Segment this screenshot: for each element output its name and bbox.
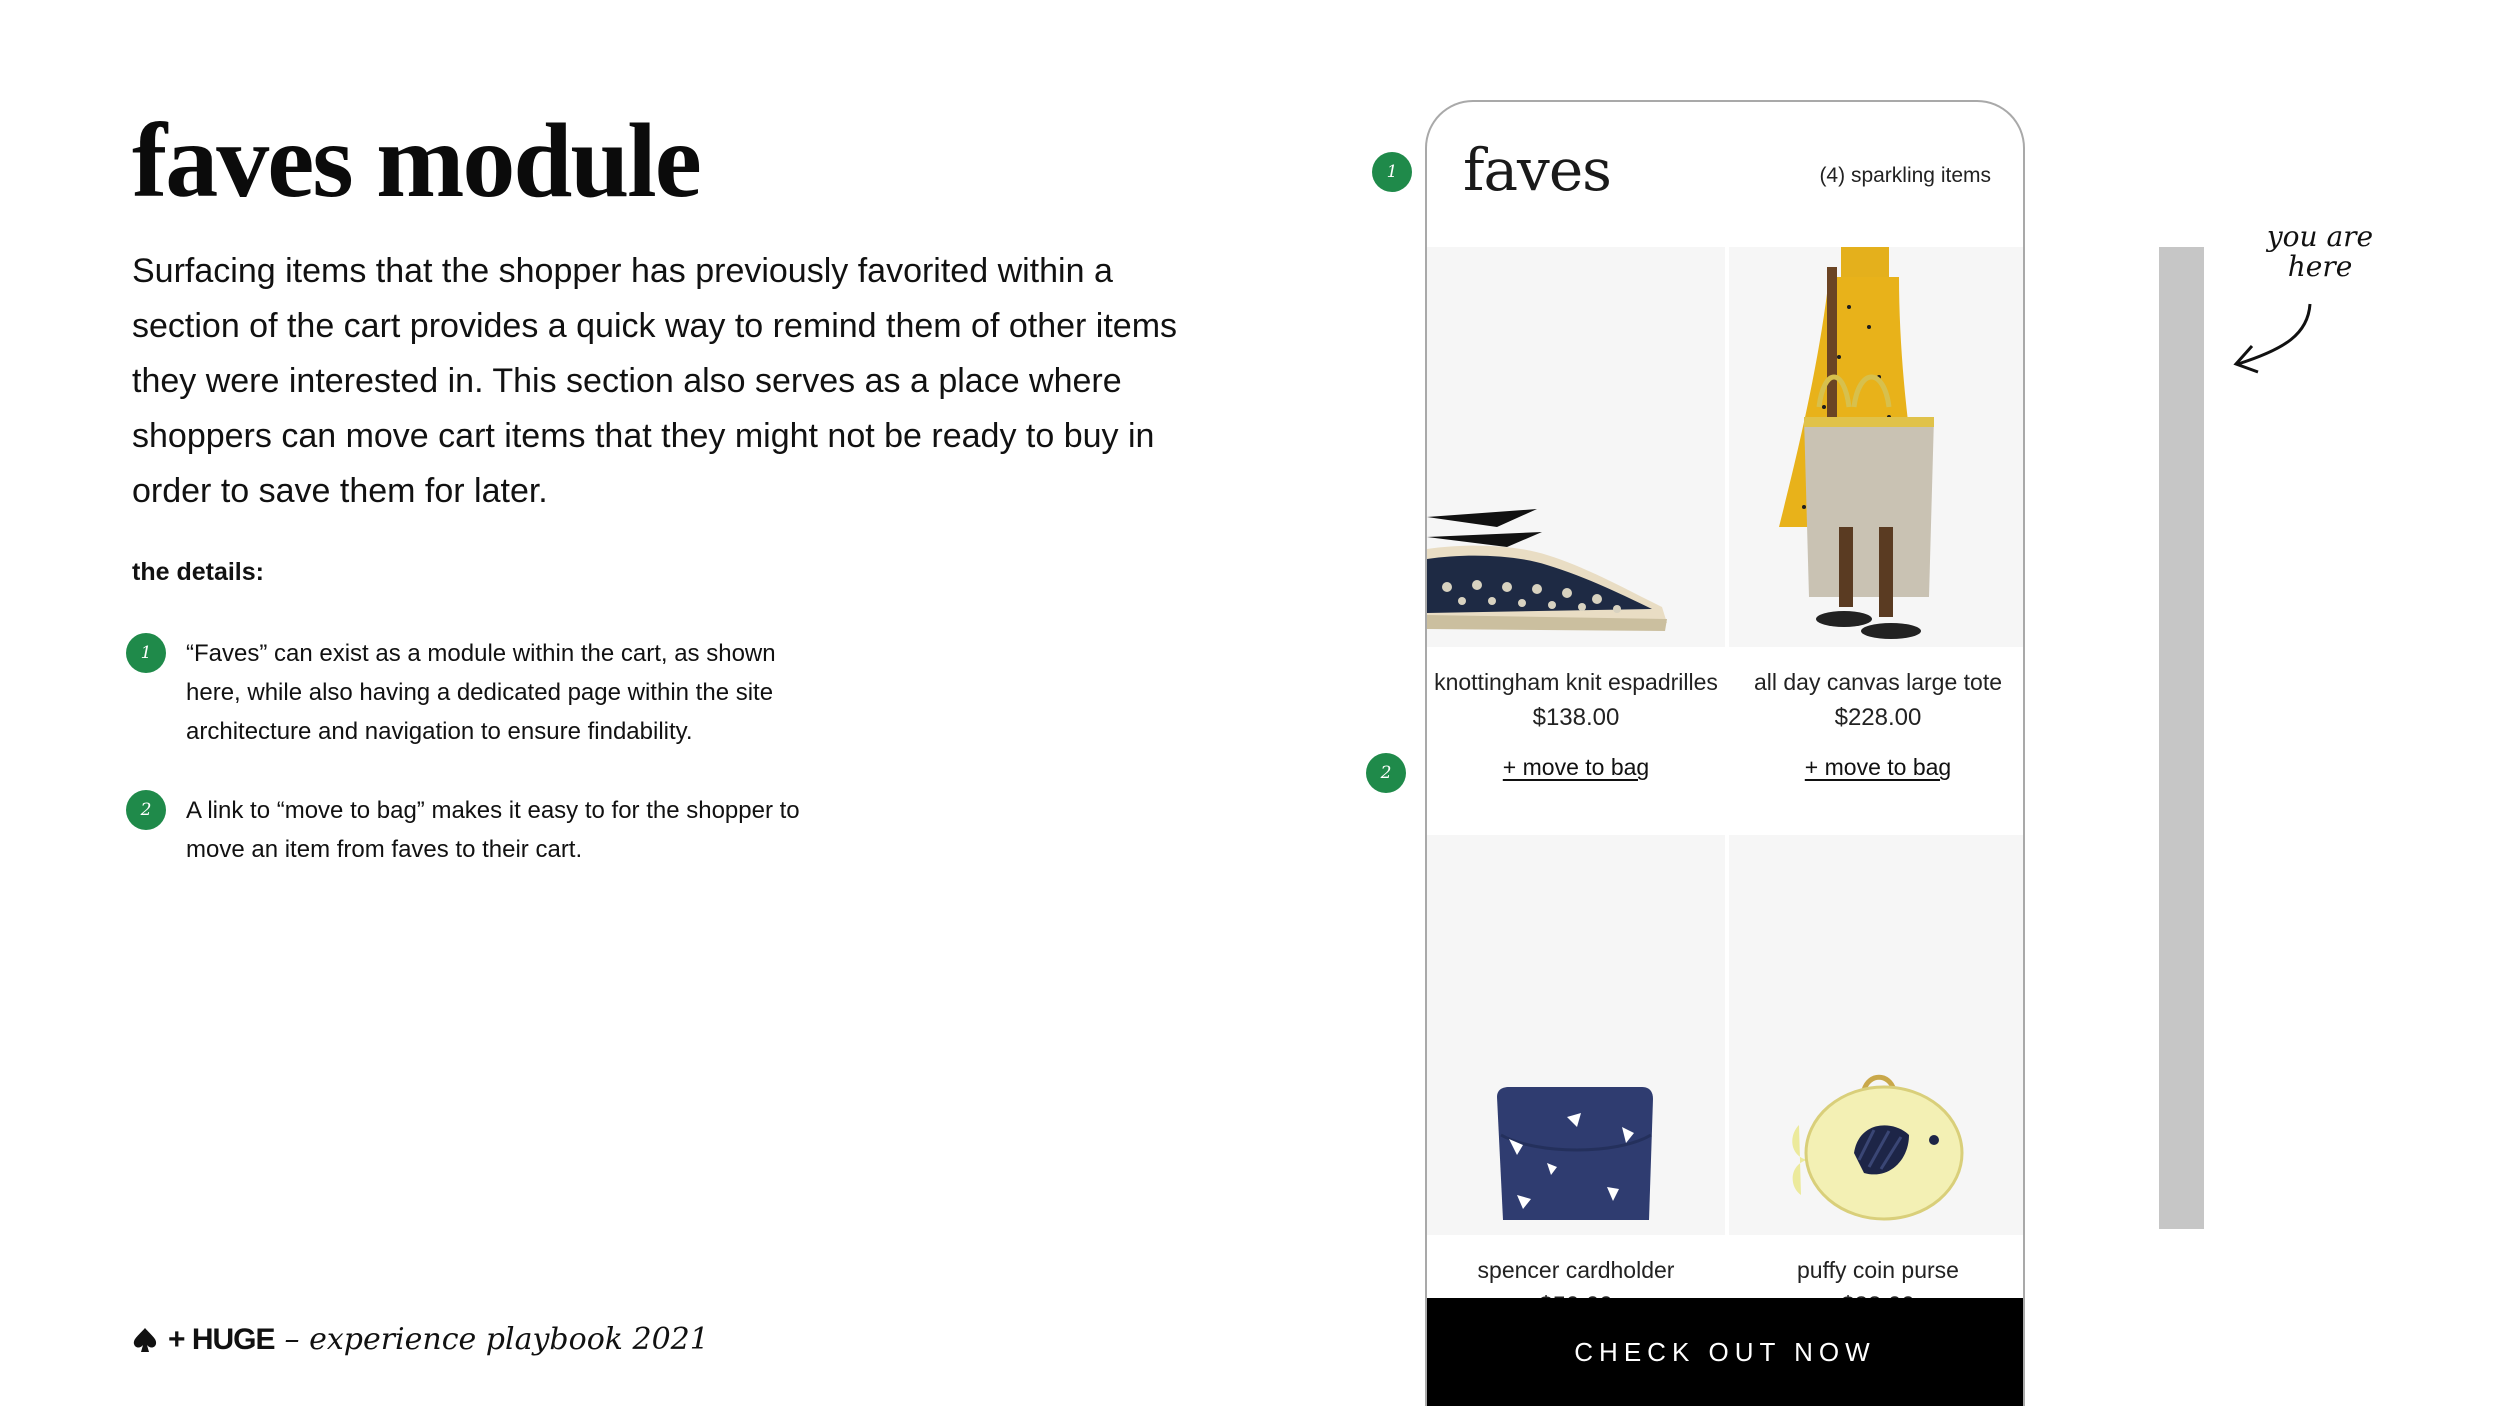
intro-paragraph: Surfacing items that the shopper has previously favorited within a section of the cart provides a quick way to remind them of other items they were interested in. This section also serves as a place where shoppers can move cart items that they might not be ready to buy in order to save them for later. [132, 252, 1178, 510]
spade-icon [132, 1326, 158, 1354]
checkout-button[interactable]: CHECK OUT NOW [1427, 1298, 2023, 1406]
product-card[interactable] [1729, 835, 2025, 1320]
product-name[interactable]: puffy coin purse [1797, 1257, 1959, 1283]
note-badge-2: 2 [126, 790, 166, 830]
product-card[interactable] [1427, 835, 1725, 1320]
product-image-cardholder[interactable] [1427, 835, 1725, 1235]
product-price: $138.00 [1532, 704, 1620, 731]
note-text-2: A link to “move to bag” makes it easy to for the shopper to move an item from faves to their cart. [186, 797, 800, 863]
product-name[interactable]: all day canvas large tote [1753, 669, 2003, 695]
you-are-here-annotation [2230, 214, 2390, 384]
faves-title: faves [1463, 136, 1611, 204]
product-image-coin-purse[interactable] [1729, 835, 2025, 1235]
product-image-espadrilles[interactable] [1427, 247, 1725, 647]
detail-note-2 [126, 790, 826, 869]
scroll-position-indicator [2159, 247, 2204, 1229]
product-info [1427, 647, 1725, 781]
product-card[interactable] [1729, 247, 2025, 781]
footer-playbook: – experience playbook 2021 [284, 1322, 709, 1357]
product-name[interactable]: spencer cardholder [1477, 1257, 1675, 1283]
faves-header [1427, 102, 2023, 247]
product-name[interactable]: knottingham knit espadrilles [1434, 669, 1718, 695]
you-are-here-label: you are here [2266, 220, 2374, 283]
move-to-bag-link[interactable]: + move to bag [1502, 754, 1650, 780]
note-badge-1: 1 [126, 633, 166, 673]
note-text-1: “Faves” can exist as a module within the cart, as shown here, while also having a dedicated page within the site architecture and navigation to ensure findability. [186, 640, 776, 745]
phone-mockup [1425, 100, 2025, 1406]
faves-count: (4) sparkling items [1819, 164, 1991, 187]
product-card[interactable] [1427, 247, 1725, 781]
product-image-tote[interactable] [1729, 247, 2025, 647]
details-heading: the details: [132, 558, 264, 586]
slide-title: faves module [132, 102, 700, 219]
footer-brand: + HUGE [168, 1322, 275, 1356]
product-info [1729, 647, 2025, 781]
detail-note-1 [126, 633, 826, 751]
phone-badge-2: 2 [1366, 753, 1406, 793]
footer [132, 1322, 709, 1357]
move-to-bag-link[interactable]: + move to bag [1804, 754, 1952, 780]
product-price: $228.00 [1834, 704, 1922, 731]
phone-badge-1: 1 [1372, 152, 1412, 192]
